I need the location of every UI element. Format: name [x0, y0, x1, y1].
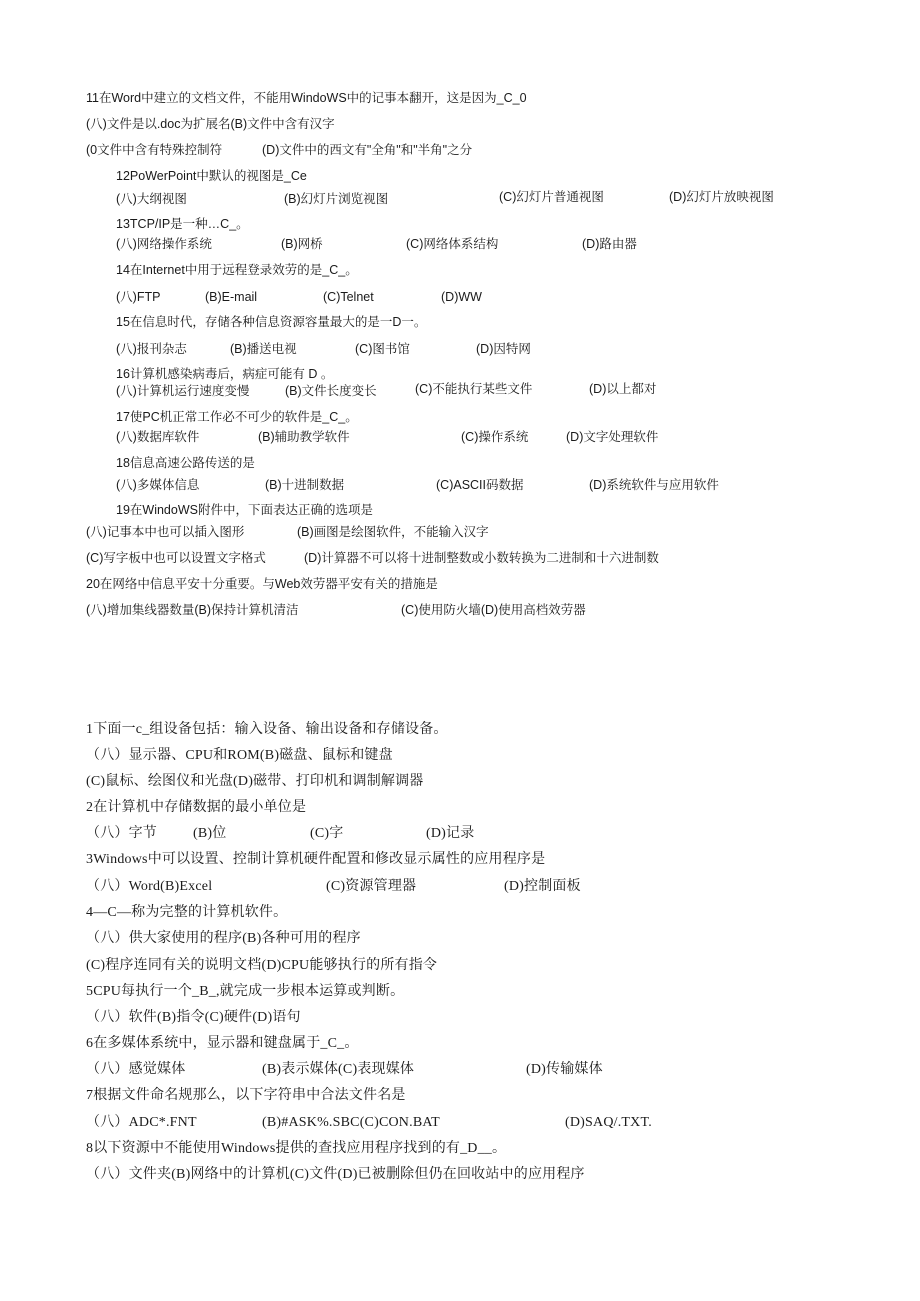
question-15-option-d: (D)因特网	[476, 342, 531, 356]
question-4-option-cd: (C)程序连同有关的说明文档(D)CPU能够执行的所有指令	[86, 958, 438, 973]
question-5: 5CPU每执行一个_B_,就完成一步根本运算或判断。	[86, 984, 405, 999]
question-4: 4—C—称为完整的计算机软件。	[86, 905, 288, 920]
question-18-option-d: (D)系统软件与应用软件	[589, 478, 719, 492]
question-19-option-c: (C)写字板中也可以设置文字格式	[86, 551, 266, 565]
question-20: 20在网络中信息平安十分重要。与Web效劳器平安有关的措施是	[86, 577, 438, 591]
question-12: 12PoWerPoint中默认的视图是_Ce	[116, 169, 307, 183]
question-19-option-d: (D)计算器不可以将十进制整数或小数转换为二进制和十六进制数	[304, 551, 659, 565]
question-16: 16计算机感染病毒后，病症可能有 D 。	[116, 367, 334, 381]
question-4-option-ab: （八）供大家使用的程序(B)各种可用的程序	[86, 931, 361, 946]
question-1-option-ab: （八）显示器、CPU和ROM(B)磁盘、鼠标和键盘	[86, 748, 393, 763]
question-17: 17使PC机正常工作必不可少的软件是_C_。	[116, 410, 358, 424]
question-16-option-b: (B)文件长度变长	[285, 384, 377, 398]
question-13-option-c: (C)网络体系结构	[406, 237, 499, 251]
question-12-option-b: (B)幻灯片浏览视图	[284, 192, 389, 206]
question-2-option-b: (B)位	[193, 826, 227, 841]
question-12-option-a: (八)大纲视图	[116, 192, 187, 206]
question-19: 19在WindoWS附件中，下面表达正确的选项是	[116, 503, 373, 517]
question-11-option-ab: (八)文件是以.doc为扩展名(B)文件中含有汉字	[86, 117, 335, 131]
question-7-option-bc: (B)#ASK%.SBC(C)CON.BAT	[262, 1115, 440, 1130]
question-3-option-ab: （八）Word(B)Excel	[86, 879, 213, 894]
question-12-option-d: (D)幻灯片放映视图	[669, 190, 774, 204]
question-5-options: （八）软件(B)指令(C)硬件(D)语句	[86, 1010, 301, 1025]
question-16-option-c: (C)不能执行某些文件	[415, 382, 533, 396]
question-6: 6在多媒体系统中，显示器和键盘属于_C_。	[86, 1036, 359, 1051]
question-3-option-d: (D)控制面板	[504, 879, 581, 894]
question-3: 3Windows中可以设置、控制计算机硬件配置和修改显示属性的应用程序是	[86, 852, 546, 867]
question-20-option-ab: (八)增加集线器数量(B)保持计算机清洁	[86, 603, 299, 617]
question-1: 1下面一c_组设备包括：输入设备、输出设备和存储设备。	[86, 722, 448, 737]
question-14-option-c: (C)Telnet	[323, 290, 374, 304]
question-12-option-c: (C)幻灯片普通视图	[499, 190, 604, 204]
question-2-option-c: (C)字	[310, 826, 344, 841]
question-11: 11在Word中建立的文档文件，不能用WindoWS中的记事本翻开，这是因为_C_0	[86, 91, 527, 105]
question-14-option-a: (八)FTP	[116, 290, 161, 304]
question-2-option-d: (D)记录	[426, 826, 475, 841]
question-3-option-c: (C)资源管理器	[326, 879, 417, 894]
question-14-option-d: (D)WW	[441, 290, 482, 304]
question-7: 7根据文件命名规那么，以下字符串中合法文件名是	[86, 1088, 406, 1103]
question-8: 8以下资源中不能使用Windows提供的查找应用程序找到的有_D__。	[86, 1141, 507, 1156]
question-13-option-a: (八)网络操作系统	[116, 237, 212, 251]
question-6-option-bc: (B)表示媒体(C)表现媒体	[262, 1062, 415, 1077]
question-11-option-d: (D)文件中的西文有"全角"和"半角"之分	[262, 143, 473, 157]
question-18: 18信息高速公路传送的是	[116, 456, 255, 470]
question-16-option-d: (D)以上都对	[589, 382, 657, 396]
question-20-option-cd: (C)使用防火墙(D)使用高档效劳器	[401, 603, 586, 617]
question-2-option-a: （八）字节	[86, 826, 157, 841]
question-14-option-b: (B)E-mail	[205, 290, 258, 304]
question-17-option-a: (八)数据库软件	[116, 430, 200, 444]
question-2: 2在计算机中存储数据的最小单位是	[86, 800, 307, 815]
question-15: 15在信息时代，存储各种信息资源容量最大的是一D一。	[116, 315, 427, 329]
question-8-options: （八）文件夹(B)网络中的计算机(C)文件(D)已被删除但仍在回收站中的应用程序	[86, 1167, 585, 1182]
question-19-option-b: (B)画图是绘图软件，不能输入汉字	[297, 525, 489, 539]
question-1-option-cd: (C)鼠标、绘图仪和光盘(D)磁带、打印机和调制解调器	[86, 774, 424, 789]
question-19-option-a: (八)记事本中也可以插入图形	[86, 525, 245, 539]
question-7-option-d: (D)SAQ/.TXT.	[565, 1115, 652, 1130]
question-15-option-b: (B)播送电视	[230, 342, 297, 356]
question-11-option-c: (0文件中含有特殊控制符	[86, 143, 223, 157]
question-17-option-c: (C)操作系统	[461, 430, 529, 444]
question-18-option-c: (C)ASCII码数据	[436, 478, 524, 492]
question-17-option-d: (D)文字处理软件	[566, 430, 659, 444]
question-13-option-b: (B)网桥	[281, 237, 323, 251]
question-7-option-a: （八）ADC*.FNT	[86, 1115, 197, 1130]
question-13: 13TCP/IP是一种…C_。	[116, 217, 249, 231]
question-6-option-d: (D)传输媒体	[526, 1062, 603, 1077]
question-15-option-c: (C)图书馆	[355, 342, 410, 356]
question-13-option-d: (D)路由器	[582, 237, 637, 251]
question-18-option-a: (八)多媒体信息	[116, 478, 200, 492]
question-15-option-a: (八)报刊杂志	[116, 342, 187, 356]
question-16-option-a: (八)计算机运行速度变慢	[116, 384, 250, 398]
question-14: 14在Internet中用于远程登录效劳的是_C_。	[116, 263, 358, 277]
question-17-option-b: (B)辅助教学软件	[258, 430, 350, 444]
question-6-option-a: （八）感觉媒体	[86, 1062, 186, 1077]
question-18-option-b: (B)十进制数据	[265, 478, 345, 492]
